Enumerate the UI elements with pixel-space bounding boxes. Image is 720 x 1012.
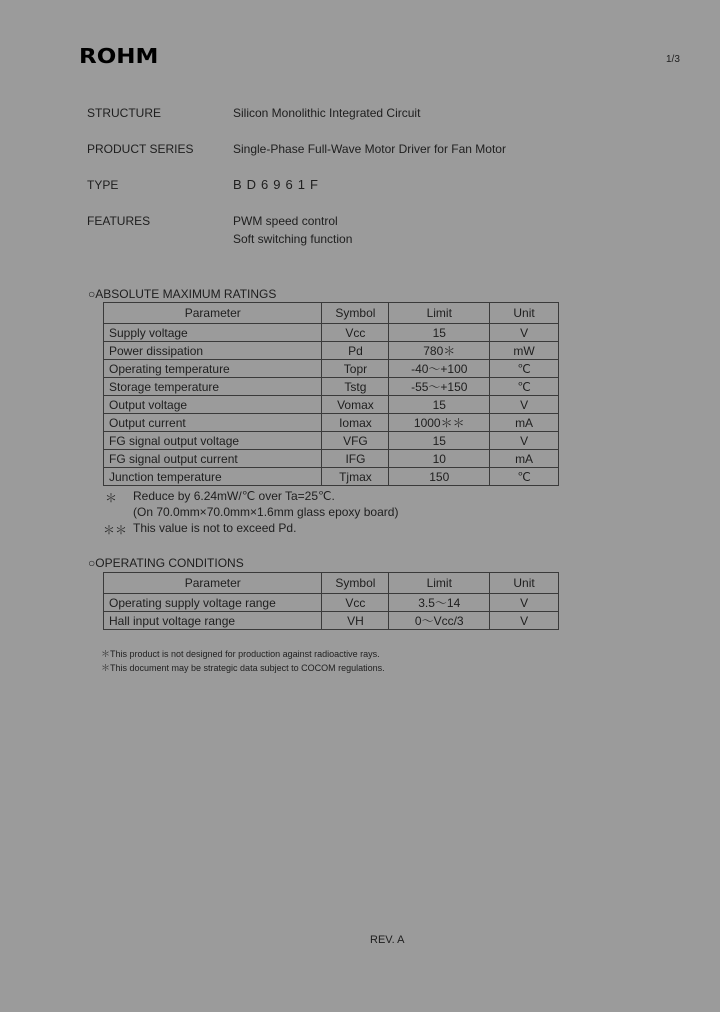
cell-unit: V [490, 396, 559, 414]
op-cond-title: ○OPERATING CONDITIONS [88, 556, 244, 570]
cell-limit: -40～+100 [389, 360, 490, 378]
table-row [104, 594, 559, 612]
cell-symbol: IFG [322, 450, 389, 468]
cell-symbol: Tstg [322, 378, 389, 396]
col-parameter: Parameter [104, 573, 322, 594]
structure-label: STRUCTURE [87, 106, 161, 120]
cell-limit: 15 [389, 324, 490, 342]
table-row [104, 450, 559, 468]
note1-text: Reduce by 6.24mW/℃ over Ta=25℃. [133, 489, 335, 503]
note2-text: This value is not to exceed Pd. [133, 521, 297, 535]
op-cond-table [103, 572, 559, 630]
table-row [104, 432, 559, 450]
col-symbol: Symbol [322, 573, 389, 594]
cell-symbol: Iomax [322, 414, 389, 432]
col-parameter: Parameter [104, 303, 322, 324]
cell-symbol: Topr [322, 360, 389, 378]
cell-limit: 15 [389, 396, 490, 414]
cell-parameter: Hall input voltage range [104, 612, 322, 630]
cell-parameter: Junction temperature [104, 468, 322, 486]
cell-symbol: Tjmax [322, 468, 389, 486]
cell-limit: 3.5～14 [389, 594, 490, 612]
cell-symbol: Vcc [322, 594, 389, 612]
note1-board: (On 70.0mm×70.0mm×1.6mm glass epoxy board) [133, 505, 399, 519]
cell-parameter: Operating supply voltage range [104, 594, 322, 612]
col-limit: Limit [389, 303, 490, 324]
disclaimer-radiation: ＊This product is not designed for production against radioactive rays. [101, 649, 380, 659]
cell-symbol: Pd [322, 342, 389, 360]
cell-parameter: Operating temperature [104, 360, 322, 378]
cell-unit: V [490, 432, 559, 450]
rohm-logo: ROHM [79, 44, 159, 68]
table-row [104, 360, 559, 378]
cell-parameter: FG signal output current [104, 450, 322, 468]
cell-symbol: Vcc [322, 324, 389, 342]
cell-unit: mW [490, 342, 559, 360]
cell-unit: V [490, 612, 559, 630]
col-limit: Limit [389, 573, 490, 594]
cell-limit: 0～Vcc/3 [389, 612, 490, 630]
cell-unit: V [490, 324, 559, 342]
cell-limit: 10 [389, 450, 490, 468]
cell-unit: mA [490, 450, 559, 468]
note1-mark: ＊ [105, 491, 118, 505]
cell-parameter: Output current [104, 414, 322, 432]
cell-unit: ℃ [490, 360, 559, 378]
cell-symbol: VH [322, 612, 389, 630]
type-label: TYPE [87, 178, 119, 192]
revision-label: REV. A [370, 934, 405, 946]
cell-unit: V [490, 594, 559, 612]
feature-soft-switching: Soft switching function [233, 232, 353, 246]
features-label: FEATURES [87, 214, 151, 228]
cell-parameter: FG signal output voltage [104, 432, 322, 450]
table-header-row [104, 573, 559, 594]
table-row [104, 378, 559, 396]
cell-limit: 780＊ [389, 342, 490, 360]
cell-symbol: VFG [322, 432, 389, 450]
disclaimer-cocom: ＊This document may be strategic data subject to COCOM regulations. [101, 663, 385, 673]
col-unit: Unit [490, 303, 559, 324]
product-series-label: PRODUCT SERIES [87, 142, 194, 156]
cell-limit: 15 [389, 432, 490, 450]
table-header-row [104, 303, 559, 324]
cell-limit: 150 [389, 468, 490, 486]
col-symbol: Symbol [322, 303, 389, 324]
type-value: BD6961F [233, 177, 323, 192]
table-row [104, 396, 559, 414]
cell-limit: 1000＊＊ [389, 414, 490, 432]
cell-limit: -55～+150 [389, 378, 490, 396]
product-series-value: Single-Phase Full-Wave Motor Driver for Fan Motor [233, 142, 506, 156]
cell-unit: mA [490, 414, 559, 432]
table-row [104, 612, 559, 630]
col-unit: Unit [490, 573, 559, 594]
abs-max-table [103, 302, 559, 486]
cell-parameter: Storage temperature [104, 378, 322, 396]
cell-symbol: Vomax [322, 396, 389, 414]
table-row [104, 342, 559, 360]
table-row [104, 414, 559, 432]
page-number: 1/3 [666, 54, 680, 65]
feature-pwm: PWM speed control [233, 214, 338, 228]
note2-mark: ＊＊ [103, 523, 128, 537]
abs-max-title: ○ABSOLUTE MAXIMUM RATINGS [88, 287, 277, 301]
structure-value: Silicon Monolithic Integrated Circuit [233, 106, 421, 120]
cell-unit: ℃ [490, 468, 559, 486]
cell-parameter: Supply voltage [104, 324, 322, 342]
table-row [104, 468, 559, 486]
cell-unit: ℃ [490, 378, 559, 396]
table-row [104, 324, 559, 342]
cell-parameter: Output voltage [104, 396, 322, 414]
cell-parameter: Power dissipation [104, 342, 322, 360]
